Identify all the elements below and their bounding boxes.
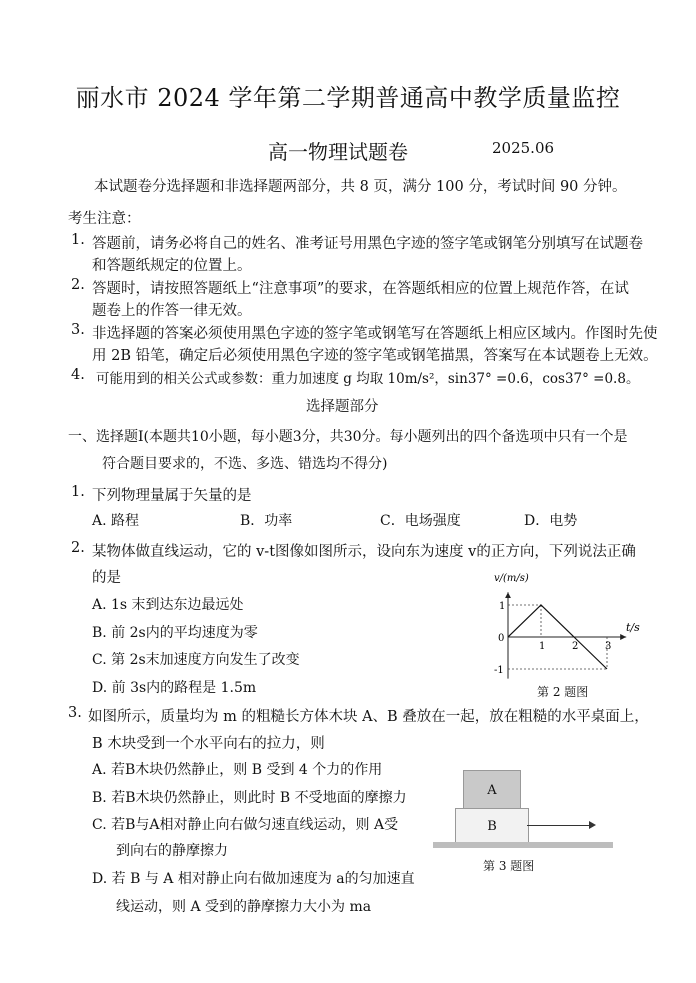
pull-force-arrow (527, 825, 593, 826)
q1-number: 1. (71, 484, 85, 500)
q2-option-c: C. 第 2s末加速度方向发生了改变 (92, 652, 300, 668)
q3-option-a: A. 若B木块仍然静止，则 B 受到 4 个力的作用 (92, 762, 383, 778)
notice-3-line-1: 非选择题的答案必须使用黑色字迹的签字笔或钢笔写在答题纸上相应区域内。作图时先使 (92, 326, 658, 342)
q1-option-a: A. 路程 (92, 513, 140, 529)
notice-num-1: 1. (71, 232, 85, 248)
part1-line-2: 符合题目要求的，不选、多选、错选均不得分) (102, 456, 388, 472)
q3-option-b: B. 若B木块仍然静止，则此时 B 不受地面的摩擦力 (92, 790, 407, 806)
arrow-head-icon (589, 821, 596, 829)
notice-1-line-1: 答题前，请务必将自己的姓名、准考证号用黑色字迹的签字笔或钢笔分别填写在试题卷 (92, 236, 643, 252)
y-axis-label: v/(m/s) (494, 573, 529, 584)
q2-number: 2. (71, 540, 85, 556)
q1-stem: 下列物理量属于矢量的是 (92, 488, 252, 504)
origin-label: 0 (498, 633, 505, 644)
notice-heading: 考生注意： (68, 211, 141, 227)
q3-option-c-line-1: C. 若B与A相对静止向右做匀速直线运动，则 A受 (92, 817, 399, 833)
x-tick-label: 3 (605, 641, 612, 652)
x-axis-label: t/s (626, 621, 640, 634)
q2-option-a: A. 1s 末到达东边最远处 (92, 597, 244, 613)
q2-option-d: D. 前 3s内的路程是 1.5m (92, 680, 257, 696)
notice-num-2: 2. (71, 277, 85, 293)
exam-date: 2025.06 (492, 139, 555, 157)
block-a: A (463, 770, 521, 810)
q3-figure (433, 770, 613, 850)
q1-option-d: D．电势 (524, 513, 578, 529)
notice-num-4: 4. (71, 367, 85, 383)
notice-2-line-1: 答题时，请按照答题纸上“注意事项”的要求，在答题纸相应的位置上规范作答，在试 (92, 281, 629, 297)
part1-line-1: 一、选择题Ⅰ(本题共10小题，每小题3分，共30分。每小题列出的四个备选项中只有一个是 (68, 429, 628, 445)
notice-num-3: 3. (71, 322, 85, 338)
chart-axes (508, 592, 626, 678)
exam-title: 丽水市 2024 学年第二学期普通高中教学质量监控 (75, 84, 621, 112)
q1-option-c: C．电场强度 (380, 513, 461, 529)
section-title: 选择题部分 (306, 399, 379, 415)
q3-option-c-line-2: 到向右的静摩擦力 (116, 843, 228, 859)
notice-3-line-2: 用 2B 铅笔，确定后必须使用黑色字迹的签字笔或钢笔描黑，答案写在本试题卷上无效。 (92, 348, 658, 364)
intro-text: 本试题卷分选择题和非选择题两部分，共 8 页，满分 100 分，考试时间 90 分钟。 (94, 179, 627, 195)
exam-subtitle: 高一物理试题卷 (268, 140, 408, 164)
q2-stem-line-1: 某物体做直线运动，它的 v-t图像如图所示，设向东为速度 v的正方向，下列说法正确 (92, 544, 636, 560)
y-tick-label: 1 (499, 601, 506, 612)
q3-stem-line-2: B 木块受到一个水平向右的拉力，则 (92, 736, 325, 752)
q3-option-d-line-1: D. 若 B 与 A 相对静止向右做加速度为 a的匀加速直 (92, 871, 415, 887)
notice-1-line-2: 和答题纸规定的位置上。 (92, 258, 252, 274)
q2-vt-chart (488, 568, 648, 696)
q1-option-b: B．功率 (240, 513, 293, 529)
chart-labels (494, 573, 640, 676)
x-tick-label: 2 (572, 641, 579, 652)
q2-stem-line-2: 的是 (92, 570, 121, 586)
y-tick-label: -1 (494, 665, 504, 676)
x-tick-label: 1 (539, 641, 546, 652)
q3-figure-caption: 第 3 题图 (483, 859, 535, 873)
q3-number: 3. (68, 705, 82, 721)
notice-2-line-2: 题卷上的作答一律无效。 (92, 303, 252, 319)
q2-figure-caption: 第 2 题图 (537, 685, 589, 699)
q2-option-b: B. 前 2s内的平均速度为零 (92, 625, 258, 641)
block-b: B (455, 808, 529, 844)
q3-option-d-line-2: 线运动，则 A 受到的静摩擦力大小为 ma (116, 899, 372, 915)
table-surface (433, 842, 613, 848)
q3-stem-line-1: 如图所示，质量均为 m 的粗糙长方体木块 A、B 叠放在一起，放在粗糙的水平桌面上， (88, 709, 649, 725)
notice-4-line-1: 可能用到的相关公式或参数：重力加速度 g 均取 10m/s²，sin37° =0.6，cos37° =0.8。 (96, 371, 640, 387)
